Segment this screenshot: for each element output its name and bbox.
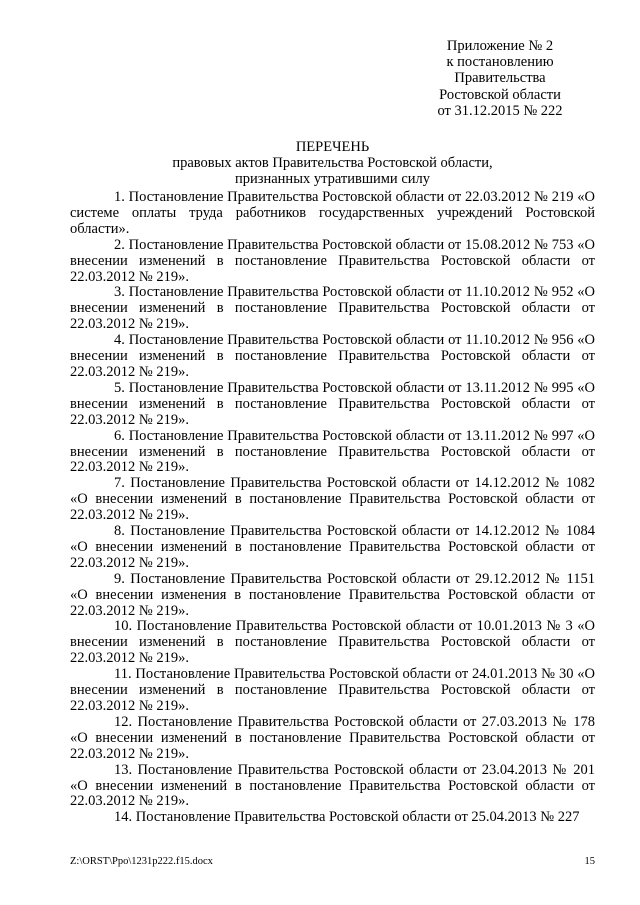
appendix-line: Ростовской области: [439, 86, 561, 103]
appendix-line: Правительства: [454, 70, 546, 87]
list-item: 11. Постановление Правительства Ростовской области от 24.01.2013 № 30 «О внесении изменений в постановление Правительства Ростовской области от 22.03.2012 № 219».: [70, 666, 595, 714]
appendix-header: [420, 38, 580, 119]
list-item: 8. Постановление Правительства Ростовской области от 14.12.2012 № 1084 «О внесении изменений в постановление Правительства Ростовской области от 22.03.2012 № 219».: [70, 523, 595, 571]
list-item: 9. Постановление Правительства Ростовской области от 29.12.2012 № 1151 «О внесении изменения в постановление Правительства Ростовской области от 22.03.2012 № 219».: [70, 570, 595, 619]
appendix-line: от 31.12.2015 № 222: [437, 102, 563, 119]
list-item: 6. Постановление Правительства Ростовской области от 13.11.2012 № 997 «О внесении изменений в постановление Правительства Ростовской области от 22.03.2012 № 219».: [70, 427, 595, 476]
document-heading: [70, 139, 595, 188]
list-item: 5. Постановление Правительства Ростовской области от 13.11.2012 № 995 «О внесении изменений в постановление Правительства Ростовской области от 22.03.2012 № 219».: [70, 379, 595, 428]
list-item: 10. Постановление Правительства Ростовской области от 10.01.2013 № 3 «О внесении изменений в постановление Правительства Ростовской области от 22.03.2012 № 219».: [70, 618, 595, 667]
list-item: 12. Постановление Правительства Ростовской области от 27.03.2013 № 178 «О внесении изменений в постановление Правительства Ростовской области от 22.03.2012 № 219».: [70, 713, 595, 762]
appendix-line: к постановлению: [446, 54, 554, 71]
heading-title: ПЕРЕЧЕНЬ: [295, 139, 370, 155]
list-item: 7. Постановление Правительства Ростовской области от 14.12.2012 № 1082 «О внесении изменений в постановление Правительства Ростовской области от 22.03.2012 № 219».: [70, 475, 595, 524]
list-item: 3. Постановление Правительства Ростовской области от 11.10.2012 № 952 «О внесении изменений в постановление Правительства Ростовской области от 22.03.2012 № 219».: [70, 284, 595, 333]
list-item: 13. Постановление Правительства Ростовской области от 23.04.2013 № 201 «О внесении изменений в постановление Правительства Ростовской области от 22.03.2012 № 219».: [70, 761, 595, 810]
list-item: 2. Постановление Правительства Ростовской области от 15.08.2012 № 753 «О внесении изменений в постановление Правительства Ростовской области от 22.03.2012 № 219».: [70, 236, 595, 285]
list-item: 4. Постановление Правительства Ростовской области от 11.10.2012 № 956 «О внесении изменений в постановление Правительства Ростовской области от 22.03.2012 № 219».: [70, 332, 595, 380]
page-number: 15: [584, 856, 595, 867]
file-path: Z:\ORST\Ppo\1231p222.f15.docx: [70, 856, 213, 867]
list-item: 14. Постановление Правительства Ростовской области от 25.04.2013 № 227: [114, 809, 580, 826]
list-item: 1. Постановление Правительства Ростовской области от 22.03.2012 № 219 «О системе оплаты труда работников государственных учреждений Ростовской области».: [70, 189, 595, 237]
heading-subtitle: признанных утратившими силу: [234, 171, 430, 188]
heading-subtitle: правовых актов Правительства Ростовской области,: [172, 155, 493, 172]
appendix-line: Приложение № 2: [446, 38, 554, 54]
acts-list: [70, 190, 595, 826]
